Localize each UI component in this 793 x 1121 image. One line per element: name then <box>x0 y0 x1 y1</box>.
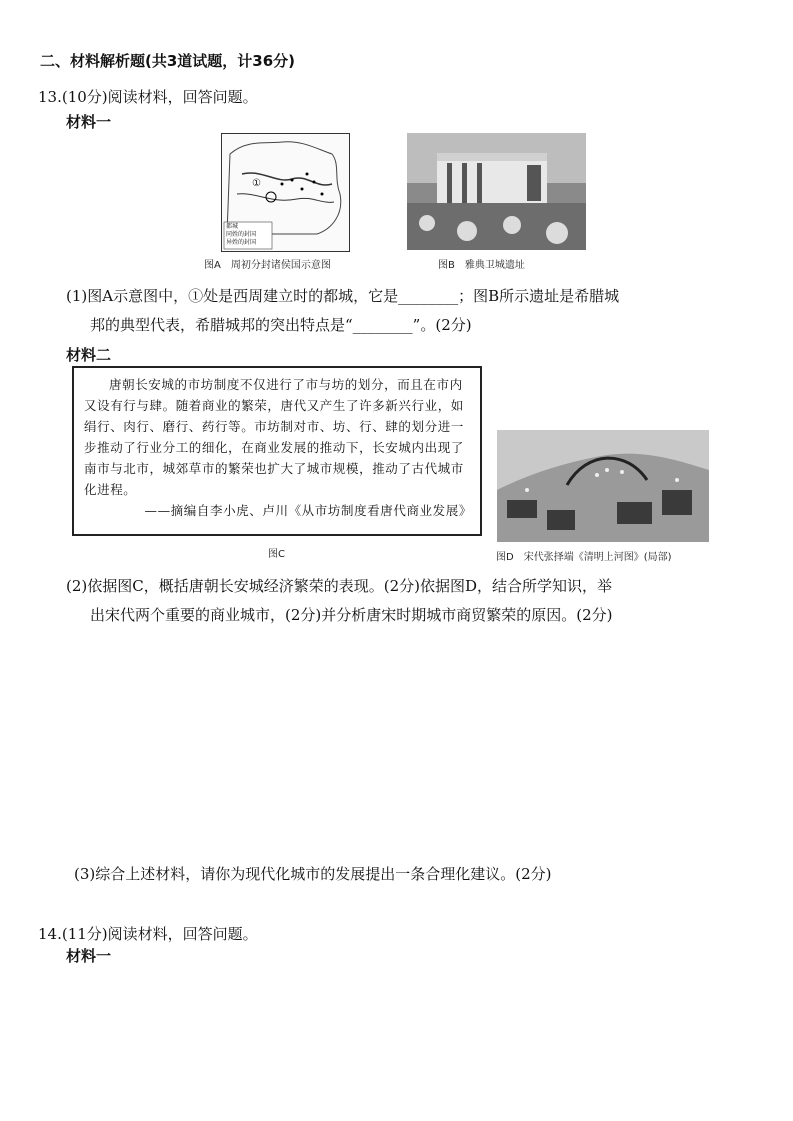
figure-c-textbox <box>72 366 482 536</box>
legend-item: 同姓的封国 <box>226 231 257 238</box>
part-2-line-1: (2)依据图C，概括唐朝长安城经济繁荣的表现。(2分)依据图D，结合所学知识，举 <box>66 577 613 595</box>
question-13-header: 13.(10分)阅读材料，回答问题。 <box>38 88 258 106</box>
legend-item: 都城 <box>226 223 239 230</box>
material-2-label: 材料二 <box>66 346 112 364</box>
map-marker: ① <box>252 178 261 189</box>
question-13-part-3: (3)综合上述材料，请你为现代化城市的发展提出一条合理化建议。(2分) <box>74 865 552 883</box>
question-13-part-2 <box>66 572 766 630</box>
map-legend <box>226 223 256 247</box>
part-2-line-2: 出宋代两个重要的商业城市，(2分)并分析唐宋时期城市商贸繁荣的原因。(2分) <box>90 606 613 624</box>
question-14-material-1-label: 材料一 <box>66 947 112 965</box>
figure-a-map <box>221 133 350 252</box>
figure-a-caption: 图A 周初分封诸侯国示意图 <box>204 260 331 271</box>
figure-c-text: 唐朝长安城的市坊制度不仅进行了市与坊的划分，而且在市内又设有行与肆。随着商业的繁荣，唐代又产生了许多新兴行业，如绢行、肉行、磨行、药行等。市坊制对市、坊、行、肆的划分进一步推动了行业分工的细化，在商业发展的推动下，长安城内出现了南市与北市，城郊草市的繁荣也扩大了城市规模，推动了古代城市化进程。 <box>84 377 464 497</box>
figure-d-painting <box>497 430 709 542</box>
figure-d-caption: 图D 宋代张择端《清明上河图》(局部) <box>496 552 672 563</box>
figure-b-caption: 图B 雅典卫城遗址 <box>438 260 525 271</box>
material-1-label: 材料一 <box>66 113 112 131</box>
question-14-header: 14.(11分)阅读材料，回答问题。 <box>38 925 258 943</box>
part-1-line-2: 邦的典型代表，希腊城邦的突出特点是“________”。(2分) <box>90 316 472 334</box>
figure-c-source: ——摘编自李小虎、卢川《从市坊制度看唐代商业发展》 <box>144 503 472 518</box>
painting-image <box>497 430 709 542</box>
part-1-line-1: (1)图A示意图中，①处是西周建立时的都城，它是________；图B所示遗址是希腊城 <box>66 287 620 305</box>
figure-b-photo <box>407 133 586 250</box>
section-title: 二、材料解析题(共3道试题，计36分) <box>40 52 296 70</box>
ruins-photo <box>407 133 586 250</box>
legend-item: 异姓的封国 <box>226 239 257 246</box>
figure-c-caption: 图C <box>268 549 285 560</box>
question-13-part-1 <box>66 282 766 340</box>
